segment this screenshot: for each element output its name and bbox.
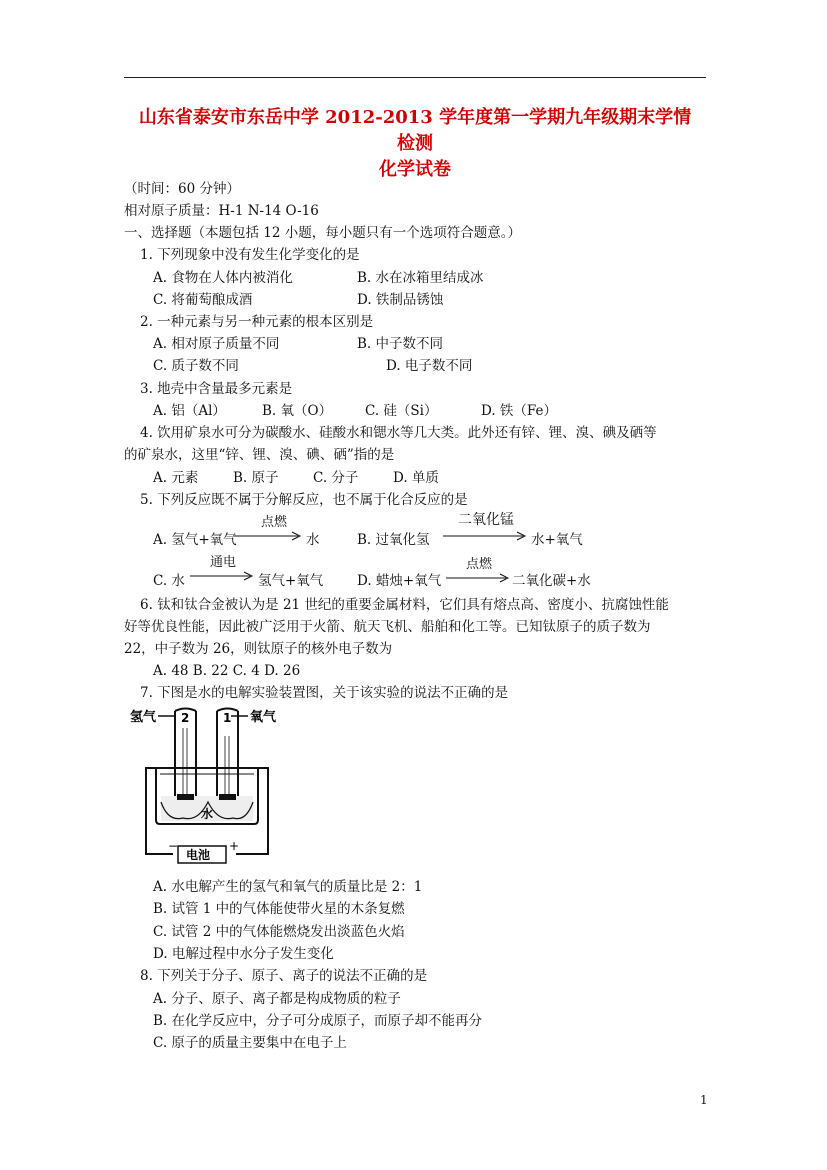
atomic-mass: 相对原子质量：H-1 N-14 O-16: [124, 203, 319, 219]
q3-option-d: D. 铁（Fe）: [481, 403, 558, 419]
q3-option-c: C. 硅（Si）: [365, 403, 438, 419]
q4-stem-line1: 4. 饮用矿泉水可分为碳酸水、硅酸水和锶水等几大类。此外还有锌、锂、溴、碘及硒等: [140, 425, 657, 441]
title-line-3: 化学试卷: [379, 159, 451, 180]
q4-option-b: B. 原子: [233, 470, 279, 486]
q8-option-a: A. 分子、原子、离子都是构成物质的粒子: [153, 991, 401, 1007]
q5-a-reactants: A. 氢气+氧气: [153, 532, 237, 548]
q2-stem: 2. 一种元素与另一种元素的根本区别是: [140, 314, 374, 330]
q8-stem: 8. 下列关于分子、原子、离子的说法不正确的是: [140, 968, 428, 984]
q8-option-c: C. 原子的质量主要集中在电子上: [153, 1035, 347, 1051]
q7-option-c: C. 试管 2 中的气体能燃烧发出淡蓝色火焰: [153, 924, 405, 940]
q5-a-arrow: [234, 516, 314, 544]
q5-c-products: 氢气+氧气: [258, 573, 324, 589]
q4-option-d: D. 单质: [393, 470, 439, 486]
fig-oxygen-label: 氧气: [250, 710, 277, 725]
page-number: 1: [700, 1093, 708, 1107]
q5-d-products: 二氧化碳+水: [512, 573, 591, 589]
title-line-2: 检测: [397, 133, 433, 154]
fig-battery-label: 电池: [186, 848, 211, 862]
q2-option-b: B. 中子数不同: [357, 336, 444, 352]
q7-option-a: A. 水电解产生的氢气和氧气的质量比是 2：1: [153, 879, 423, 895]
q5-c-reactants: C. 水: [153, 573, 185, 589]
exam-time: （时间：60 分钟）: [124, 181, 240, 197]
q5-b-condition: 二氧化锰: [458, 512, 514, 528]
q5-b-reactants: B. 过氧化氢: [357, 532, 430, 548]
q2-option-a: A. 相对原子质量不同: [153, 336, 280, 352]
electrolysis-apparatus-diagram: [128, 706, 278, 864]
q1-option-d: D. 铁制品锈蚀: [357, 292, 444, 308]
q2-option-c: C. 质子数不同: [153, 358, 239, 374]
q1-option-b: B. 水在冰箱里结成冰: [357, 270, 484, 286]
q1-stem: 1. 下列现象中没有发生化学变化的是: [140, 247, 360, 263]
q4-stem-line2: 的矿泉水，这里“锌、锂、溴、碘、硒”指的是: [124, 447, 395, 463]
q7-option-d: D. 电解过程中水分子发生变化: [153, 946, 334, 962]
q6-stem-line2: 好等优良性能，因此被广泛用于火箭、航天飞机、船舶和化工等。已知钛原子的质子数为: [124, 619, 651, 635]
q6-stem-line3: 22，中子数为 26，则钛原子的核外电子数为: [124, 641, 393, 657]
q5-b-arrow: [443, 513, 529, 541]
q8-option-b: B. 在化学反应中，分子可分成原子，而原子却不能再分: [153, 1013, 483, 1029]
q5-a-condition: 点燃: [260, 515, 287, 530]
fig-plus-label: +: [229, 839, 240, 853]
q3-option-a: A. 铝（Al）: [153, 403, 226, 419]
q7-option-b: B. 试管 1 中的气体能使带火星的木条复燃: [153, 901, 405, 917]
q5-c-arrow: [190, 556, 256, 584]
fig-tube-2-label: 2: [181, 711, 190, 725]
q4-option-a: A. 元素: [153, 470, 199, 486]
q3-option-b: B. 氧（O）: [262, 403, 333, 419]
q5-c-condition: 通电: [209, 555, 236, 570]
q3-stem: 3. 地壳中含量最多元素是: [140, 381, 293, 397]
q4-option-c: C. 分子: [313, 470, 359, 486]
q1-option-c: C. 将葡萄酿成酒: [153, 292, 253, 308]
q2-option-d: D. 电子数不同: [386, 358, 473, 374]
q5-a-products: 水: [306, 532, 320, 548]
title-line-1: 山东省泰安市东岳中学 2012-2013 学年度第一学期九年级期末学情: [138, 107, 692, 128]
q5-d-condition: 点燃: [465, 557, 492, 572]
q5-d-reactants: D. 蜡烛+氧气: [357, 573, 442, 589]
q5-b-products: 水+氧气: [531, 532, 583, 548]
fig-water-label: 水: [201, 807, 214, 821]
q1-option-a: A. 食物在人体内被消化: [153, 270, 293, 286]
q6-stem-line1: 6. 钛和钛合金被认为是 21 世纪的重要金属材料，它们具有熔点高、密度小、抗腐蚀性能: [140, 597, 669, 613]
fig-tube-1-label: 1: [223, 711, 232, 725]
q5-d-arrow: [446, 558, 512, 586]
section-heading: 一、选择题（本题包括 12 小题，每小题只有一个选项符合题意。）: [124, 225, 522, 241]
fig-minus-label: −: [168, 839, 179, 853]
q5-stem: 5. 下列反应既不属于分解反应，也不属于化合反应的是: [140, 492, 468, 508]
fig-hydrogen-label: 氢气: [130, 710, 157, 725]
q7-stem: 7. 下图是水的电解实验装置图，关于该实验的说法不正确的是: [140, 685, 509, 701]
header-rule: [124, 77, 706, 78]
q6-options: A. 48 B. 22 C. 4 D. 26: [153, 663, 301, 679]
